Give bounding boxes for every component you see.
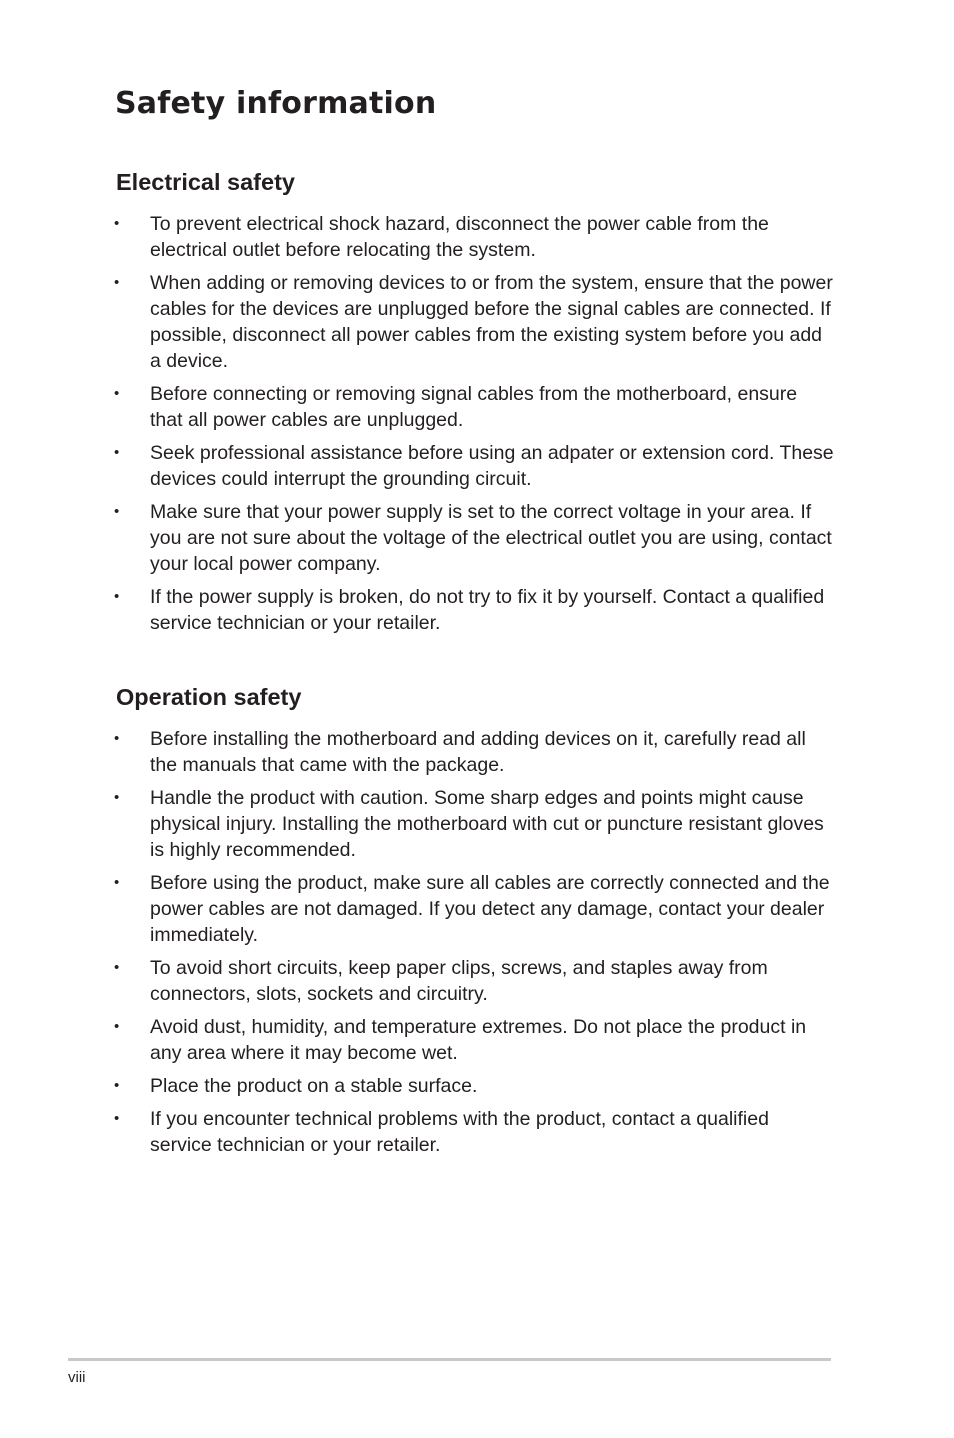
list-item-text: When adding or removing devices to or from the system, ensure that the power cables for the devices are unplugged before the signal cables are connected. If possible, disconnect all power cables from the existing system before you add a device. xyxy=(150,272,833,372)
bullet-icon: • xyxy=(114,274,120,291)
list-item-text: To avoid short circuits, keep paper clips, screws, and staples away from connectors, slots, sockets and circuitry. xyxy=(150,957,768,1005)
list-item-text: Handle the product with caution. Some sharp edges and points might cause physical injury. Installing the motherboard with cut or puncture resistant gloves is highly recommended. xyxy=(150,787,824,861)
bullet-icon: • xyxy=(114,789,120,806)
list-item xyxy=(114,785,834,863)
bullet-icon: • xyxy=(114,215,120,232)
bullet-icon: • xyxy=(114,385,120,402)
list-item xyxy=(114,270,834,374)
footer-divider xyxy=(68,1358,831,1361)
list-item xyxy=(114,1106,834,1158)
list-item-text: Place the product on a stable surface. xyxy=(150,1075,478,1097)
list-item xyxy=(114,726,834,778)
bullet-icon: • xyxy=(114,1110,120,1127)
bullet-icon: • xyxy=(114,588,120,605)
list-item-text: If the power supply is broken, do not try to fix it by yourself. Contact a qualified service technician or your retailer. xyxy=(150,586,825,634)
list-item xyxy=(114,499,834,577)
list-item xyxy=(114,955,834,1007)
page-title: Safety information xyxy=(115,86,437,121)
bullet-icon: • xyxy=(114,730,120,747)
list-item-text: If you encounter technical problems with the product, contact a qualified service technician or your retailer. xyxy=(150,1108,769,1156)
list-item xyxy=(114,381,834,433)
list-item-text: Seek professional assistance before using an adpater or extension cord. These devices could interrupt the grounding circuit. xyxy=(150,442,834,490)
list-item-text: Before installing the motherboard and adding devices on it, carefully read all the manuals that came with the package. xyxy=(150,728,806,776)
list-item xyxy=(114,211,834,263)
list-item xyxy=(114,584,834,636)
list-item-text: Before connecting or removing signal cables from the motherboard, ensure that all power cables are unplugged. xyxy=(150,383,798,431)
list-item xyxy=(114,1073,834,1099)
bullet-icon: • xyxy=(114,1018,120,1035)
list-item-text: Avoid dust, humidity, and temperature extremes. Do not place the product in any area where it may become wet. xyxy=(150,1016,807,1064)
page-number: viii xyxy=(68,1369,86,1386)
list-item-text: Before using the product, make sure all cables are correctly connected and the power cables are not damaged. If you detect any damage, contact your dealer immediately. xyxy=(150,872,830,946)
section-heading-electrical-safety: Electrical safety xyxy=(116,169,295,195)
list-item-text: To prevent electrical shock hazard, disconnect the power cable from the electrical outlet before relocating the system. xyxy=(150,213,769,261)
list-item-text: Make sure that your power supply is set to the correct voltage in your area. If you are not sure about the voltage of the electrical outlet you are using, contact your local power company. xyxy=(150,501,832,575)
list-item xyxy=(114,440,834,492)
electrical-safety-list xyxy=(114,211,834,643)
bullet-icon: • xyxy=(114,874,120,891)
bullet-icon: • xyxy=(114,959,120,976)
list-item xyxy=(114,1014,834,1066)
list-item xyxy=(114,870,834,948)
bullet-icon: • xyxy=(114,503,120,520)
operation-safety-list xyxy=(114,726,834,1165)
bullet-icon: • xyxy=(114,444,120,461)
bullet-icon: • xyxy=(114,1077,120,1094)
section-heading-operation-safety: Operation safety xyxy=(116,684,302,710)
